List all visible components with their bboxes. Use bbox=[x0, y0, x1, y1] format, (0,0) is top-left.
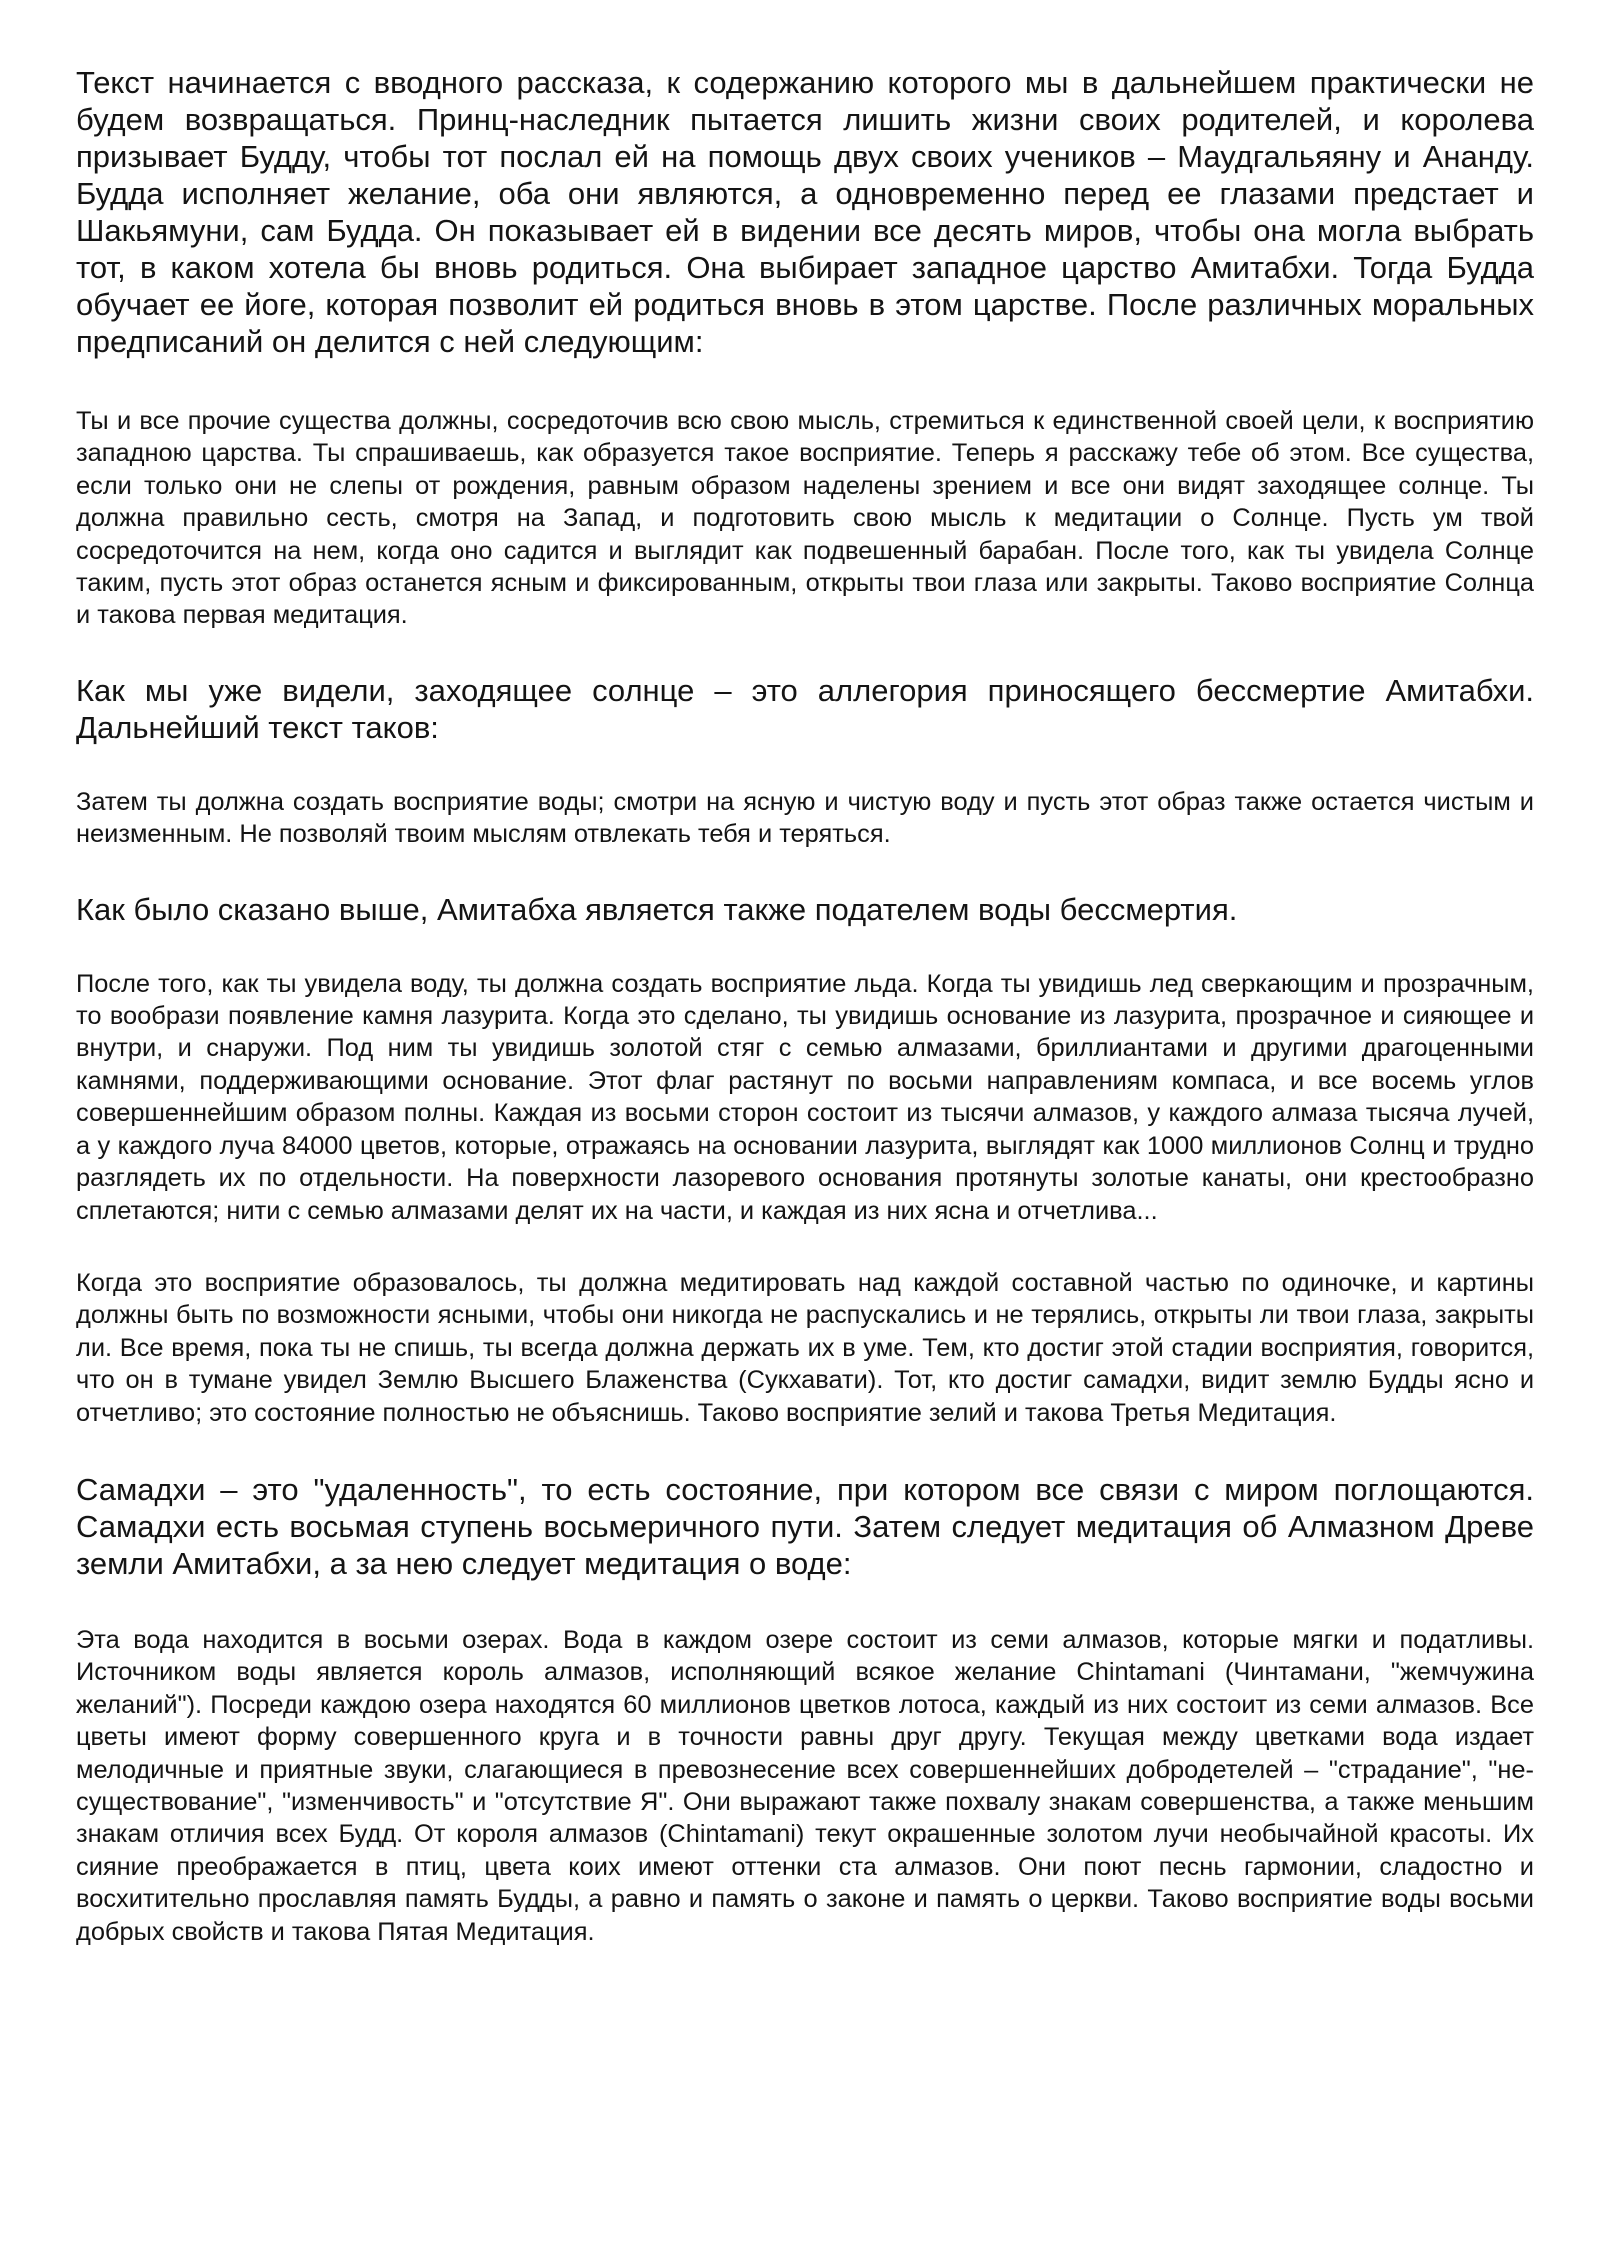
document-page bbox=[76, 64, 1534, 1984]
quote-paragraph-fifth-meditation: Эта вода находится в восьми озерах. Вода в каждом озере состоит из семи алмазов, которые мягки и податливы. Источником воды является король алмазов, исполняющий всякое желание Chintamani (Чинтамани, "жемчужина желаний"). Посреди каждою озера находятся 60 миллионов цветков лотоса, каждый из них состоит из семи алмазов. Все цветы имеют форму совершенного круга и в точности равны друг другу. Текущая между цветками вода издает мелодичные и приятные звуки, слагающиеся в превознесение всех совершеннейших добродетелей – "страдание", "не-существование", "изменчивость" и "отсутствие Я". Они выражают также похвалу знакам совершенства, а также меньшим знакам отличия всех Будд. От короля алмазов (Chintamani) текут окрашенные золотом лучи необычайной красоты. Их сияние преображается в птиц, цвета коих имеют оттенки ста алмазов. Они поют песнь гармонии, сладостно и восхитительно прославляя память Будды, а равно и память о законе и память о церкви. Таково восприятие воды восьми добрых свойств и такова Пятая Медитация. bbox=[76, 1625, 1534, 1946]
body-paragraph-samadhi: Самадхи – это "удаленность", то есть состояние, при котором все связи с миром поглощаются. Самадхи есть восьмая ступень восьмеричного пути. Затем следует медитация об Алмазном Древе земли Амитабхи, а за нею следует медитация о воде: bbox=[76, 1471, 1534, 1581]
body-paragraph-sun-allegory: Как мы уже видели, заходящее солнце – это аллегория приносящего бессмертие Амитабхи. Дальнейший текст таков: bbox=[76, 672, 1534, 745]
quote-paragraph-third-meditation: Когда это восприятие образовалось, ты должна медитировать над каждой составной частью по одиночке, и картины должны быть по возможности ясными, чтобы они никогда не распускались и не терялись, открыты ли твои глаза, закрыты ли. Все время, пока ты не спишь, ты всегда должна держать их в уме. Тем, кто достиг этой стадии восприятия, говорится, что он в тумане увидел Землю Высшего Блаженства (Сукхавати). Тот, кто достиг самадхи, видит землю Будды ясно и отчетливо; это состояние полностью не объяснишь. Таково восприятие зелий и такова Третья Медитация. bbox=[76, 1268, 1534, 1427]
quote-paragraph-sun-meditation: Ты и все прочие существа должны, сосредоточив всю свою мысль, стремиться к единственной своей цели, к восприятию западною царства. Ты спрашиваешь, как образуется такое восприятие. Теперь я расскажу тебе об этом. Все существа, если только они не слепы от рождения, равным образом наделены зрением и все они видят заходящее солнце. Ты должна правильно сесть, смотря на Запад, и подготовить свою мысль к медитации о Солнце. Пусть ум твой сосредоточится на нем, когда оно садится и выглядит как подвешенный барабан. После того, как ты увидела Солнце таким, пусть этот образ останется ясным и фиксированным, открыты твои глаза или закрыты. Таково восприятие Солнца и такова первая медитация. bbox=[76, 407, 1534, 630]
body-paragraph-amitabha-water: Как было сказано выше, Амитабха является также подателем воды бессмертия. bbox=[76, 891, 1238, 927]
quote-paragraph-ice-lapis: После того, как ты увидела воду, ты должна создать восприятие льда. Когда ты увидишь лед сверкающим и прозрачным, то вообрази появление камня лазурита. Когда это сделано, ты увидишь основание из лазурита, прозрачное и сияющее и внутри, и снаружи. Под ним ты увидишь золотой стяг с семью алмазами, бриллиантами и другими драгоценными камнями, поддерживающими основание. Этот флаг растянут по восьми направлениям компаса, и все восемь углов совершеннейшим образом полны. Каждая из восьми сторон состоит из тысячи алмазов, у каждого алмаза тысяча лучей, а у каждого луча 84000 цветов, которые, отражаясь на основании лазурита, выглядят как 1000 миллионов Солнц и трудно разглядеть их по отдельности. На поверхности лазоревого основания протянуты золотые канаты, они крестообразно сплетаются; нити с семью алмазами делят их на части, и каждая из них ясна и отчетлива... bbox=[76, 969, 1534, 1225]
body-paragraph-intro: Текст начинается с вводного рассказа, к содержанию которого мы в дальнейшем практически не будем возвращаться. Принц-наследник пытается лишить жизни своих родителей, и королева призывает Будду, чтобы тот послал ей на помощь двух своих учеников – Маудгальяяну и Ананду. Будда исполняет желание, оба они являются, а одновременно перед ее глазами предстает и Шакьямуни, сам Будда. Он показывает ей в видении все десять миров, чтобы она могла выбрать тот, в каком хотела бы вновь родиться. Она выбирает западное царство Амитабхи. Тогда Будда обучает ее йоге, которая позволит ей родиться вновь в этом царстве. После различных моральных предписаний он делится с ней следующим: bbox=[76, 65, 1534, 359]
quote-paragraph-water-perception: Затем ты должна создать восприятие воды; смотри на ясную и чистую воду и пусть этот образ также остается чистым и неизменным. Не позволяй твоим мыслям отвлекать тебя и теряться. bbox=[76, 787, 1534, 849]
